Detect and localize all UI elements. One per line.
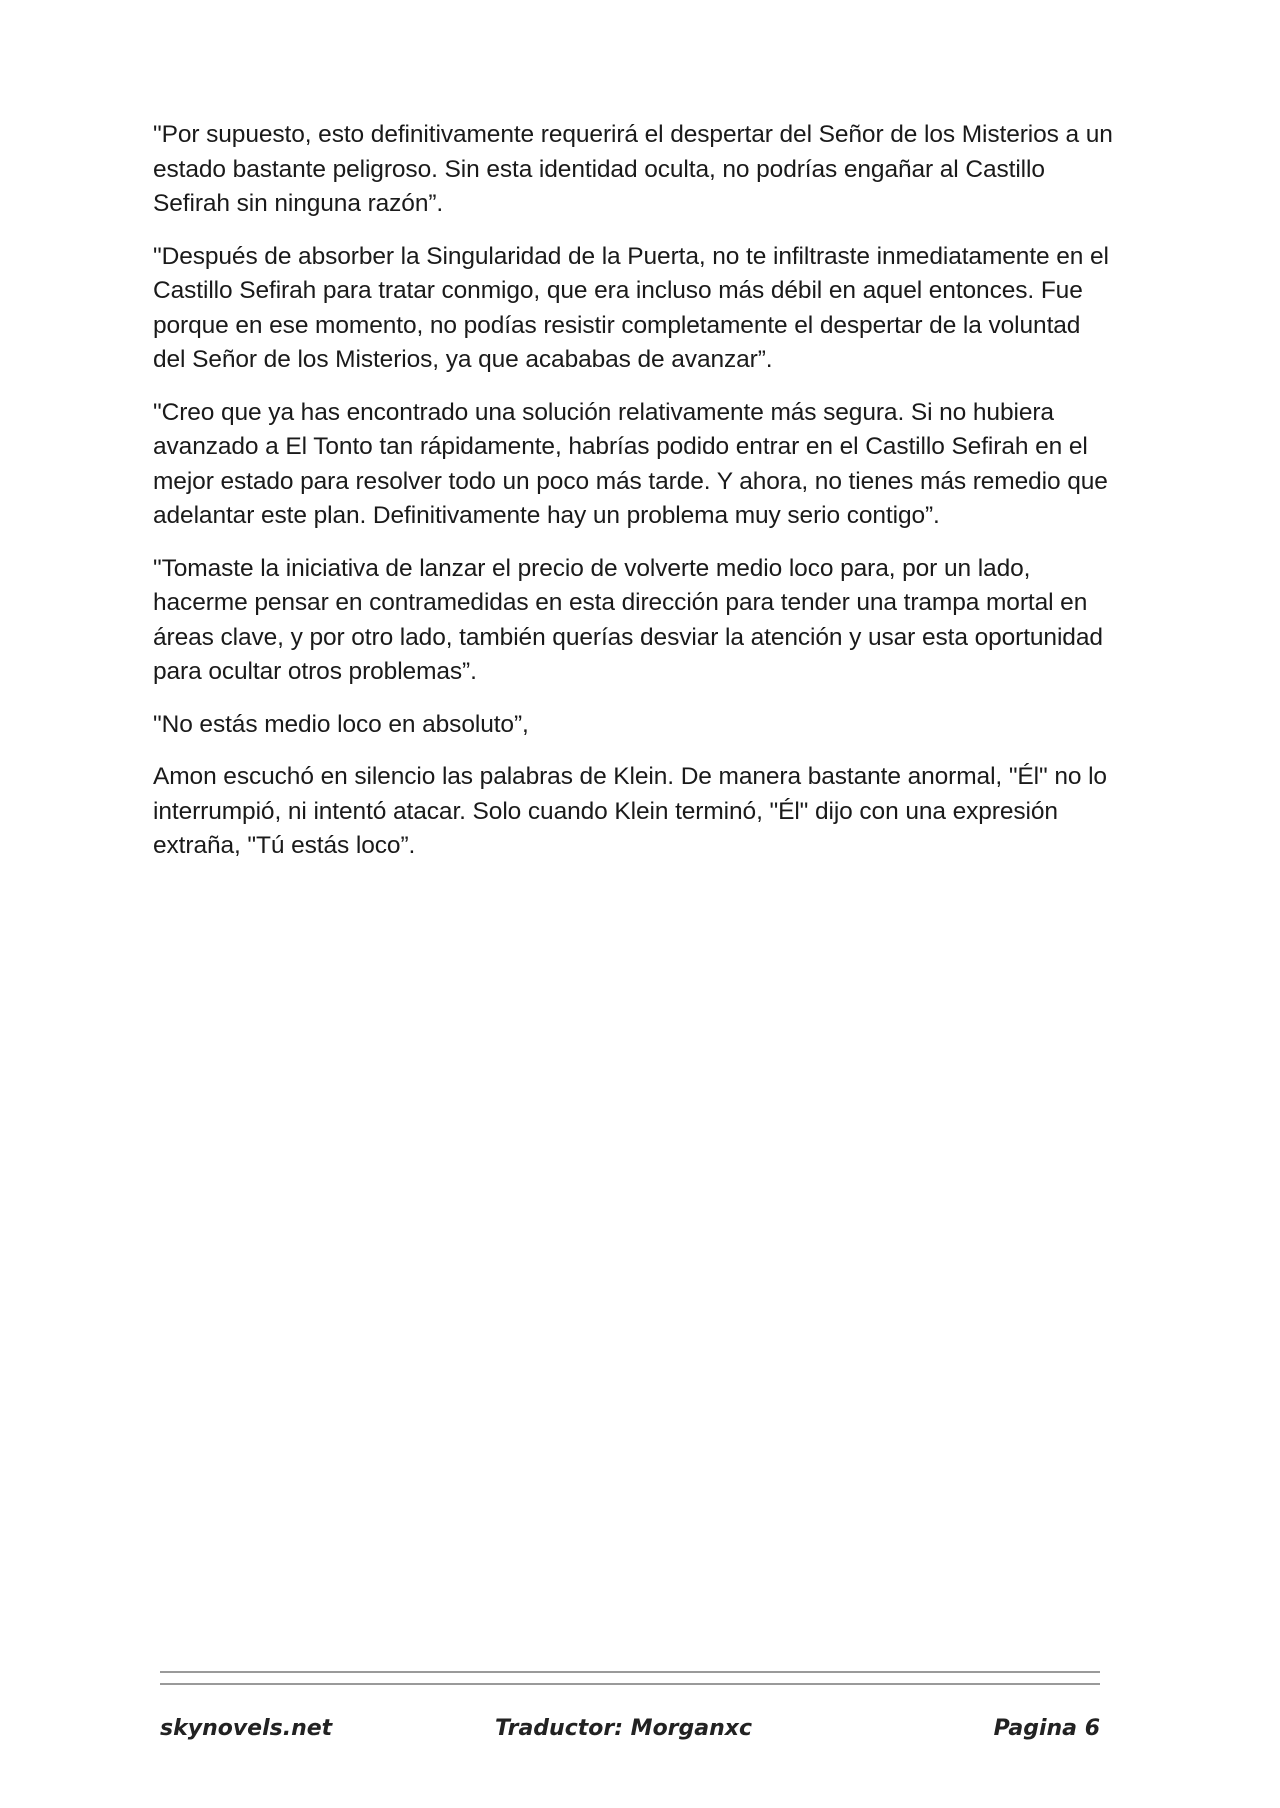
footer-page-number: Pagina 6 bbox=[993, 1716, 1100, 1741]
paragraph: "Por supuesto, esto definitivamente requerirá el despertar del Señor de los Misterios a un estado bastante peligroso. Sin esta identidad oculta, no podrías engañar al Castillo Sefirah sin ninguna razón”. bbox=[153, 121, 1113, 217]
footer-translator: Traductor: Morganxc bbox=[495, 1716, 753, 1741]
paragraph: "Tomaste la iniciativa de lanzar el precio de volverte medio loco para, por un lado, hacerme pensar en contramedidas en esta dirección para tender una trampa mortal en áreas clave, y por otro lado, también querías desviar la atención y usar esta oportunidad para ocultar otros problemas”. bbox=[153, 554, 1103, 685]
paragraph: "Creo que ya has encontrado una solución relativamente más segura. Si no hubiera avanzado a El Tonto tan rápidamente, habrías podido entrar en el Castillo Sefirah en el mejor estado para resolver todo un poco más tarde. Y ahora, no tienes más remedio que adelantar este plan. Definitivamente hay un problema muy serio contigo”. bbox=[153, 398, 1108, 529]
paragraph: Amon escuchó en silencio las palabras de Klein. De manera bastante anormal, "Él" no lo interrumpió, ni intentó atacar. Solo cuando Klein terminó, "Él" dijo con una expresión extraña, "Tú estás loco”. bbox=[153, 763, 1107, 859]
paragraph: "No estás medio loco en absoluto”, bbox=[153, 710, 529, 738]
footer-divider bbox=[160, 1683, 1100, 1685]
footer-divider bbox=[160, 1671, 1100, 1673]
page-footer bbox=[160, 1716, 1100, 1750]
paragraph: "Después de absorber la Singularidad de la Puerta, no te infiltraste inmediatamente en el Castillo Sefirah para tratar conmigo, que era incluso más débil en aquel entonces. Fue porque en ese momento, no podías resistir completamente el despertar de la voluntad del Señor de los Misterios, ya que acababas de avanzar”. bbox=[153, 242, 1109, 373]
footer-site: skynovels.net bbox=[160, 1716, 333, 1741]
page-body bbox=[153, 118, 1113, 882]
